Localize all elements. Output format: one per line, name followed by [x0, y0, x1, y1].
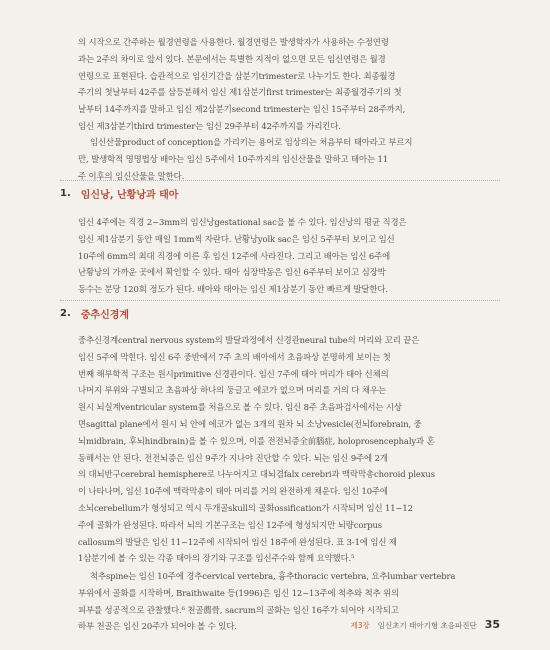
text-line: 만, 발생학적 명명법상 배아는 임신 5주에서 10주까지의 임신산물을 말하고 태아는 11	[78, 153, 389, 164]
text-line: 과는 2주의 차이로 앞서 있다. 본문에서는 특별한 지적이 없으면 모든 임신연령은 월경	[78, 53, 386, 64]
section-title: 중추신경계	[80, 310, 130, 321]
text-line: 중추신경계central nervous system의 발달과정에서 신경관neural tube의 머리와 꼬리 끝은	[78, 335, 420, 345]
section-heading-cns	[60, 306, 129, 321]
section-number: 2.	[60, 308, 71, 319]
text-line: 번째 해부학적 구조는 원시primitive 신경관이다. 임신 7주에 태아 머리가 태아 신체의	[78, 368, 389, 379]
text-line: callosum의 발달은 임신 11~12주에 시작되어 임신 18주에 완성된다. 표 3-1에 임신 제	[78, 536, 397, 547]
text-line: 나머지 부위와 구별되고 초음파상 하나의 둥글고 에코가 없으며 머리를 거의 다 채우는	[78, 385, 386, 396]
text-line: 임신 5주에 막힌다. 임신 6주 중반에서 7주 초의 배아에서 초음파상 분명하게 보이는 첫	[78, 351, 391, 362]
section-heading-gestational-sac	[60, 186, 178, 201]
text-line: 동해서는 안 된다. 전전뇌증은 임신 9주가 지나야 진단할 수 있다. 뇌는 임신 9주에 2개	[78, 452, 388, 463]
section-number: 1.	[60, 188, 71, 199]
section-title: 임신낭, 난황낭과 태아	[80, 190, 179, 201]
text-line: 의 대뇌반구cerebral hemisphere로 나누어지고 대뇌겸falx cerebri과 맥락막총choroid plexus	[78, 469, 435, 480]
text-line: 면sagittal plane에서 원시 뇌 안에 에코가 없는 3개의 원차 뇌 소낭vesicle(전뇌forebrain, 중	[78, 418, 422, 429]
text-line: 연령으로 표현된다. 습관적으로 임신기간을 삼분기trimester로 나누기도 한다. 최종월경	[78, 70, 396, 81]
text-line: 이 나타나며, 임신 10주에 맥락막총이 태아 머리를 거의 완전하게 채운다. 임신 10주에	[78, 486, 388, 497]
text-line: 부위에서 골화를 시작하며, Braithwaite 등(1996)은 임신 12~13주에 척추와 척추 위의	[78, 587, 400, 598]
text-line: 임신산물product of conception을 가리키는 용어로 임상의는 처음부터 태아라고 부르지	[90, 137, 413, 147]
paragraph-cns	[78, 332, 494, 567]
paragraph-gestational-sac	[78, 214, 494, 298]
section-divider	[60, 180, 500, 181]
text-line: 동수는 분당 120회 정도가 된다. 배아와 태아는 임신 제1삼분기 동안 빠르게 발달한다.	[78, 284, 388, 295]
text-line: 임신 제3삼분기third trimester는 임신 29주부터 42주까지를 가리킨다.	[78, 120, 341, 131]
page-footer	[350, 618, 500, 631]
text-line: 의 시작으로 간주하는 월경연령을 사용한다. 월경연령은 발생학자가 사용하는 수정연령	[78, 37, 389, 47]
footer-chapter-title: 임신초기 태아기형 초음파진단	[377, 621, 477, 630]
section-divider	[60, 300, 500, 301]
text-line: 주에 골화가 완성된다. 따라서 뇌의 기본구조는 임신 12주에 형성되지만 뇌량corpus	[78, 519, 382, 530]
paragraph-product-of-conception	[78, 134, 494, 184]
text-line: 뇌midbrain, 후뇌hindbrain)을 볼 수 있으며, 이를 전전뇌증全前腦症, holoprosencephaly과 혼	[78, 435, 435, 446]
text-line: 주기의 첫날부터 42주를 삼등분해서 임신 제1삼분기first trimester는 최종월경주기의 첫	[78, 87, 402, 98]
text-line: 임신 제1삼분기 동안 매일 1mm씩 자란다. 난황낭yolk sac은 임신 5주부터 보이고 임신	[78, 233, 395, 244]
page-number: 35	[484, 618, 500, 631]
text-line: 원시 뇌실계ventricular system를 처음으로 볼 수 있다. 임신 8주 초음파검사에서는 시상	[78, 402, 402, 413]
text-line: 피부를 성공적으로 관찰했다.⁶ 천골薦骨, sacrum의 골화는 임신 16주가 되어야 시작되고	[78, 604, 399, 615]
footer-chapter: 제3장	[350, 621, 370, 630]
text-line: 주 이후의 임신산물을 말한다.	[78, 170, 185, 181]
text-line: 날부터 14주까지를 말하고 임신 제2삼분기second trimester는 임신 15주부터 28주까지,	[78, 104, 406, 115]
text-line: 하부 천골은 임신 20주가 되어야 볼 수 있다.	[78, 621, 237, 632]
text-line: 척추spine는 임신 10주에 경추cervical vertebra, 흉추thoracic vertebra, 요추lumbar vertebra	[90, 571, 456, 581]
text-line: 10주에 6mm의 최대 직경에 이른 후 임신 12주에 사라진다. 그리고 배아는 임신 6주에	[78, 250, 391, 261]
text-line: 난황낭의 가까운 곳에서 확인할 수 있다. 태아 심장박동은 임신 6주부터 보이고 심장박	[78, 267, 386, 278]
paragraph-menstrual-age	[78, 34, 494, 135]
text-line: 1삼분기에 볼 수 있는 각종 태아의 장기와 구조를 임신주수와 함께 요약했다.⁵	[78, 553, 355, 564]
text-line: 소뇌cerebellum가 형성되고 역시 두개골skull의 골화ossification가 시작되며 임신 11~12	[78, 502, 413, 513]
text-line: 임신 4주에는 직경 2~3mm의 임신낭gestational sac을 볼 수 있다. 임신낭의 평균 직경은	[78, 217, 407, 227]
